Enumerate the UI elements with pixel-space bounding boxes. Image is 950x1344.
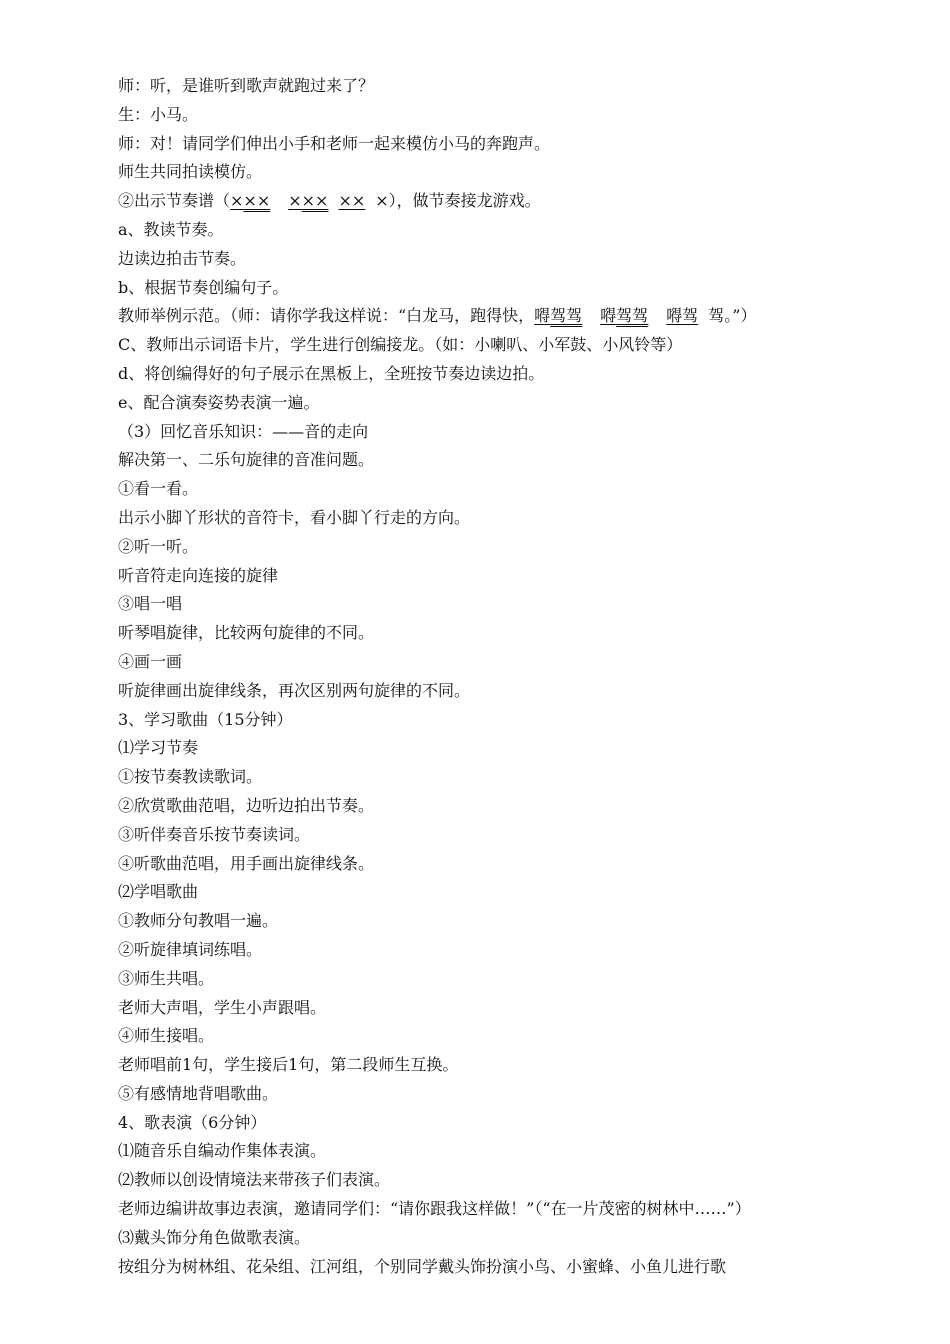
step-item: ②欣赏歌曲范唱，边听边拍出节奏。 xyxy=(118,795,375,815)
step-item: ④画一画 xyxy=(118,651,183,671)
step-item: ⑤有感情地背唱歌曲。 xyxy=(118,1083,279,1103)
example-prefix: 教师举例示范。（师：请你学我这样说：“白龙马，跑得快， xyxy=(118,306,535,326)
text-line: 生：小马。 xyxy=(118,104,199,124)
document-page xyxy=(118,72,898,1281)
text-line: 师：听，是谁听到歌声就跑过来了？ xyxy=(118,76,375,95)
section-heading: 4、歌表演（6分钟） xyxy=(118,1112,267,1132)
rhythm-notation-line xyxy=(118,187,898,216)
text-line: 师生共同拍读模仿。 xyxy=(118,162,263,182)
text-line: a、教读节奏。 xyxy=(118,219,224,239)
text-line: 边读边拍击节奏。 xyxy=(118,248,247,268)
step-item: ③听伴奏音乐按节奏读词。 xyxy=(118,824,311,844)
subsection-heading: ⑶戴头饰分角色做歌表演。 xyxy=(118,1227,311,1247)
text-line: 听旋律画出旋律线条，再次区别两句旋律的不同。 xyxy=(118,680,471,700)
example-word-group: 嘚驾驾 xyxy=(534,306,583,326)
text-line: 老师唱前1句，学生接后1句，第二段师生互换。 xyxy=(118,1055,459,1075)
subsection-heading: ⑵学唱歌曲 xyxy=(118,882,199,902)
section-heading: （3）回忆音乐知识：——音的走向 xyxy=(118,421,369,441)
text-line: 按组分为树林组、花朵组、江河组，个别同学戴头饰扮演小鸟、小蜜蜂、小鱼儿进行歌 xyxy=(118,1256,727,1276)
rhythm-note-group: × xyxy=(375,191,389,211)
rhythm-suffix: ），做节奏接龙游戏。 xyxy=(388,191,541,211)
step-item: ④听歌曲范唱，用手画出旋律线条。 xyxy=(118,853,375,873)
rhythm-note-group: ××× xyxy=(288,191,329,211)
text-line: 师：对！请同学们伸出小手和老师一起来模仿小马的奔跑声。 xyxy=(118,133,551,153)
text-line: 听音符走向连接的旋律 xyxy=(118,565,279,585)
subsection-heading: ⑴学习节奏 xyxy=(118,738,199,758)
step-item: ③唱一唱 xyxy=(118,594,183,614)
text-line: 老师边编讲故事边表演，邀请同学们：“请你跟我这样做！”（“在一片茂密的树林中……”） xyxy=(118,1199,751,1219)
step-item: ②听旋律填词练唱。 xyxy=(118,939,263,959)
subsection-heading: ⑵教师以创设情境法来带孩子们表演。 xyxy=(118,1170,391,1190)
text-line: e、配合演奏姿势表演一遍。 xyxy=(118,392,320,412)
text-line: C、教师出示词语卡片，学生进行创编接龙。（如：小喇叭、小军鼓、小风铃等） xyxy=(118,335,683,355)
section-heading: 3、学习歌曲（15分钟） xyxy=(118,709,293,729)
step-item: ①教师分句教唱一遍。 xyxy=(118,911,279,931)
rhythm-prefix: ②出示节奏谱（ xyxy=(118,191,231,211)
subsection-heading: ⑴随音乐自编动作集体表演。 xyxy=(118,1141,327,1161)
text-line: 老师大声唱，学生小声跟唱。 xyxy=(118,997,327,1017)
example-word-group: 驾。 xyxy=(708,306,733,326)
step-item: ②听一听。 xyxy=(118,536,199,556)
step-item: ①按节奏教读歌词。 xyxy=(118,767,263,787)
example-suffix: ”） xyxy=(732,306,757,326)
text-line: 出示小脚丫形状的音符卡，看小脚丫行走的方向。 xyxy=(118,507,471,527)
example-word-group: 嘚驾 xyxy=(666,306,699,326)
example-sentence-line xyxy=(118,302,898,331)
example-word-group: 嘚驾驾 xyxy=(600,306,649,326)
rhythm-note-group: ×× xyxy=(338,191,366,211)
text-line: d、将创编得好的句子展示在黑板上，全班按节奏边读边拍。 xyxy=(118,363,545,383)
step-item: ④师生接唱。 xyxy=(118,1026,215,1046)
rhythm-note-group: ××× xyxy=(230,191,271,211)
step-item: ①看一看。 xyxy=(118,479,199,499)
text-line: 听琴唱旋律，比较两句旋律的不同。 xyxy=(118,623,375,643)
text-line: b、根据节奏创编句子。 xyxy=(118,277,289,297)
step-item: ③师生共唱。 xyxy=(118,968,215,988)
text-line: 解决第一、二乐句旋律的音准问题。 xyxy=(118,450,375,470)
